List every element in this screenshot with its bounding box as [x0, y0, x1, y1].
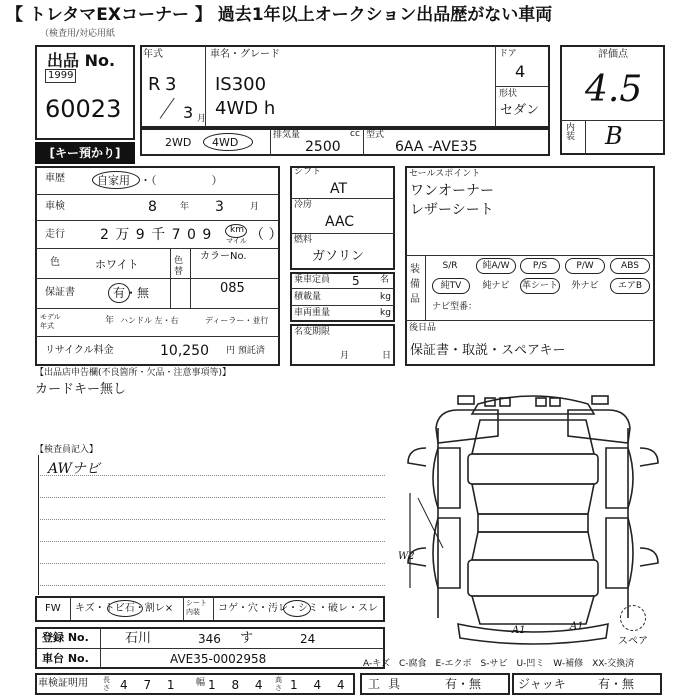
accessories-value: 保証書・取説・スペアキー: [410, 343, 566, 358]
chassis-label: 車台 No.: [42, 652, 89, 665]
displacement-unit: cc: [350, 129, 360, 139]
color-label: 色: [50, 257, 60, 268]
ac-value: AAC: [325, 214, 355, 230]
page-banner: 【 トレタマEXコーナー 】 過去1年以上オークション出品歴がない車両: [6, 5, 553, 25]
spare-label: スペア: [618, 636, 648, 647]
inspector-label: 【検査員記入】: [35, 445, 99, 455]
model-year-era: R: [148, 74, 161, 95]
mileage-paren: （ ）: [250, 227, 283, 243]
lot-year-stamp: 1999: [45, 69, 76, 83]
jack-label: ジャッキ: [518, 677, 566, 691]
seat-options: コゲ・穴・汚レ・シミ・破レ・スレ: [218, 603, 378, 614]
model-change-year-unit: 年: [105, 316, 115, 326]
tools-value: 有・無: [445, 677, 482, 691]
equip-tv: 純TV: [432, 278, 470, 294]
score-value: 4.5: [585, 69, 643, 110]
shift-value: AT: [330, 181, 348, 197]
recycle-label: リサイクル料金: [45, 345, 114, 356]
fuel-value: ガソリン: [312, 249, 365, 264]
registration-class: 346: [198, 632, 221, 646]
equip-ext-navi: 外ナビ: [571, 281, 599, 291]
name-change-day: 日: [382, 351, 392, 361]
model-year-month: 3: [183, 103, 194, 122]
cert-hgt: 1 4 4: [290, 678, 351, 692]
floor-label: FW: [45, 603, 61, 614]
cert-len: 4 7 1: [120, 678, 181, 692]
ac-label: 冷房: [294, 200, 313, 210]
model-year-value: 3: [165, 74, 177, 95]
model-year-label: 年式: [143, 49, 163, 60]
cert-label: 車検証明用: [38, 678, 88, 689]
color-code-label: カラーNo.: [200, 251, 247, 262]
shape-label: 形状: [499, 89, 518, 99]
inspection-month-unit: 月: [250, 202, 260, 212]
cert-len-label: 長さ: [103, 676, 110, 692]
recycle-value: 10,250: [160, 343, 209, 359]
jack-value: 有・無: [598, 677, 635, 691]
car-label: 車名・グレード: [210, 49, 280, 60]
warranty-label: 保証書: [45, 287, 75, 298]
equip-airbag: エアB: [610, 278, 650, 294]
doors-label: ドア: [499, 49, 517, 59]
spec-row: [140, 128, 550, 156]
load-label: 積載量: [294, 292, 322, 302]
lot-number: 60023: [45, 95, 122, 123]
color-value: ホワイト: [95, 258, 139, 271]
cert-wid-label: 幅: [196, 678, 206, 688]
equip-aw: 純A/W: [476, 258, 516, 274]
doors-value: 4: [515, 62, 526, 81]
model-change-handle: ハンドル 左・右: [120, 316, 179, 325]
car-name: IS300: [215, 74, 267, 95]
equip-leather: 革シート: [520, 278, 560, 294]
displacement-value: 2500: [305, 139, 341, 155]
name-change-month: 月: [340, 351, 350, 361]
key-badge: [キー預かり]: [35, 142, 135, 164]
chassis-value: AVE35-0002958: [170, 652, 267, 666]
recycle-unit: 円 預託済: [226, 346, 265, 356]
subheader: （検査用/対応用紙: [40, 29, 116, 39]
weight-unit: kg: [380, 308, 391, 318]
lot-label: 出品 No.: [47, 51, 116, 70]
sales-point-1: ワンオーナー: [410, 183, 494, 199]
color-change-label: 色替: [174, 256, 184, 277]
registration-pref: 石川: [125, 631, 152, 646]
tools-label: 工具: [368, 677, 409, 691]
history-rest: ・（ ）: [140, 174, 223, 187]
mileage-label: 走行: [45, 229, 65, 240]
declaration-value: カードキー無し: [35, 382, 127, 397]
damage-legend: A-キズ C-腐食 E-エクボ S-サビ U-凹ミ W-補修 XX-交換済: [363, 659, 635, 669]
mileage-digits: 2 万 9 千 7 0 9: [100, 227, 213, 243]
diagram-mark-a1-right: A1: [570, 621, 584, 632]
equip-pw: P/W: [565, 258, 605, 274]
cert-hgt-label: 高さ: [275, 676, 282, 692]
lot-box: [35, 45, 135, 140]
history-value: 自家用: [97, 174, 130, 187]
equip-ps: P/S: [520, 258, 560, 274]
capacity-label: 乗車定員: [294, 275, 331, 285]
model-year-month-unit: 月: [197, 114, 207, 124]
registration-number: 24: [300, 632, 316, 646]
registration-label: 登録 No.: [42, 631, 89, 644]
equip-abs: ABS: [610, 258, 650, 274]
sales-points-label: セールスポイント: [409, 169, 481, 179]
model-code-value: 6AA -AVE35: [395, 139, 478, 155]
capacity-value: 5: [352, 274, 360, 288]
mileage-unit-mile: マイル: [226, 237, 247, 245]
fuel-label: 燃料: [294, 235, 313, 245]
spare-tire-icon: [620, 605, 646, 631]
model-code-label: 型式: [366, 130, 385, 140]
equipment-label: 装備品: [410, 264, 420, 305]
inspection-year-unit: 年: [180, 202, 190, 212]
model-change-dealer: ディーラー・並行: [205, 316, 269, 325]
diagram-mark-w2: W2: [398, 551, 415, 562]
capacity-unit: 名: [380, 275, 390, 285]
mileage-unit-km: km: [230, 225, 244, 235]
equip-navi: 純ナビ: [482, 281, 510, 291]
weight-label: 車両重量: [294, 308, 331, 318]
floor-options: キズ・トビ石・割レ×: [75, 603, 174, 614]
seat-label: シート内装: [186, 599, 207, 616]
interior-value: B: [605, 122, 623, 150]
accessories-label: 後日品: [409, 323, 437, 333]
inspector-note: AWナビ: [48, 461, 100, 477]
seat-option-circle: [283, 600, 311, 617]
inspection-year: 8: [148, 199, 157, 215]
model-change-label: モデル年式: [40, 313, 61, 330]
history-label: 車歴: [45, 173, 65, 184]
key-badge-text: キー預かり: [54, 146, 115, 160]
interior-label: 内装: [566, 123, 576, 142]
load-unit: kg: [380, 292, 391, 302]
registration-kana: す: [240, 631, 254, 646]
inspection-month: 3: [215, 199, 224, 215]
shape-value: セダン: [500, 103, 540, 118]
drive-2wd: 2WD: [165, 136, 192, 149]
displacement-label: 排気量: [273, 130, 301, 140]
equipment-navi: ナビ型番：: [432, 302, 478, 312]
score-label: 評価点: [598, 49, 628, 60]
name-change-label: 名変期限: [294, 327, 331, 337]
sales-point-2: レザーシート: [410, 202, 494, 218]
declaration-label: 【出品店申告欄(不良箇所・欠品・注意事項等)】: [35, 368, 232, 378]
floor-option-circle: [107, 600, 143, 617]
diagram-mark-a1-left: A1: [512, 625, 526, 636]
car-grade: 4WD h: [215, 98, 276, 119]
drive-4wd: 4WD: [212, 136, 239, 149]
shift-label: シフト: [294, 167, 322, 177]
inspection-label: 車検: [45, 201, 65, 212]
color-code: 085: [220, 281, 245, 296]
equip-sr: S/R: [442, 261, 458, 271]
cert-wid: 1 8 4: [208, 678, 269, 692]
warranty-value: 有・無: [113, 286, 150, 300]
